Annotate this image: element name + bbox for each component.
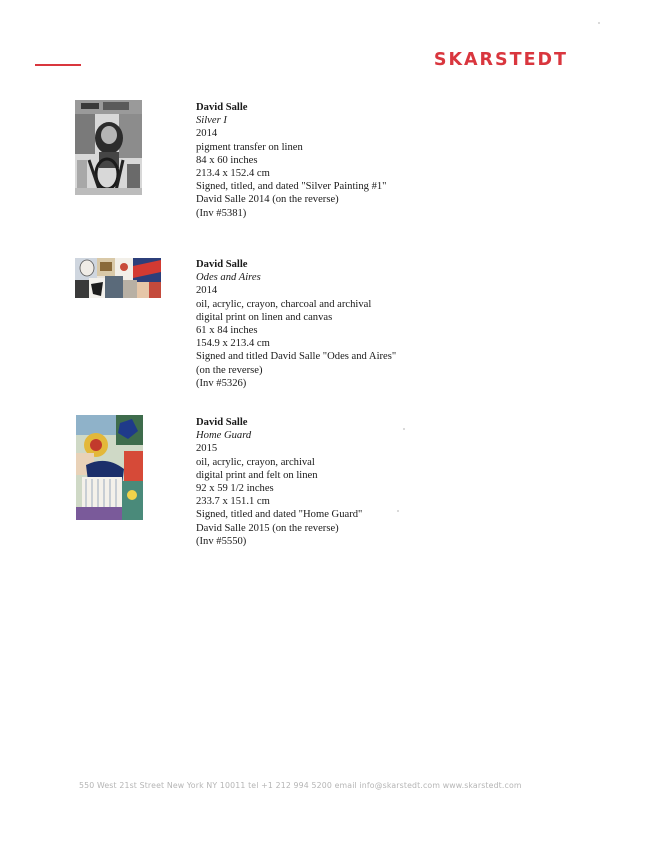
- artwork-year: 2015: [196, 443, 218, 455]
- artwork-year: 2014: [196, 128, 218, 140]
- artwork-entry-3: [196, 416, 556, 548]
- artwork-thumbnail-odes-and-aires: [75, 258, 161, 298]
- artwork-medium-cont: digital print and felt on linen: [196, 469, 318, 481]
- header-accent-rule: [35, 64, 81, 66]
- artwork-medium: oil, acrylic, crayon, charcoal and archival: [196, 298, 372, 310]
- artwork-dimensions-inches: 92 x 59 1/2 inches: [196, 483, 274, 495]
- artwork-signature: Signed, titled, and dated "Silver Painting #1": [196, 181, 387, 193]
- artwork-dimensions-cm: 233.7 x 151.1 cm: [196, 496, 270, 508]
- artwork-medium: oil, acrylic, crayon, archival: [196, 456, 315, 468]
- artwork-dimensions-cm: 154.9 x 213.4 cm: [196, 338, 270, 350]
- artwork-thumbnail-home-guard: [76, 415, 143, 520]
- artwork-title: Silver I: [196, 115, 227, 127]
- artwork-artist: David Salle: [196, 102, 248, 113]
- footer-contact: 550 West 21st Street New York NY 10011 tel +1 212 994 5200 email info@skarstedt.com www.skarstedt.com: [79, 781, 522, 790]
- artwork-artist: David Salle: [196, 259, 248, 270]
- artwork-signature: Signed, titled and dated "Home Guard": [196, 509, 363, 521]
- artwork-inventory-number: (Inv #5550): [196, 535, 247, 547]
- artwork-signature-cont: (on the reverse): [196, 364, 263, 376]
- artwork-entry-2: [196, 258, 556, 390]
- scan-speck: [403, 428, 405, 430]
- artwork-artist: David Salle: [196, 417, 248, 428]
- artwork-signature-cont: David Salle 2014 (on the reverse): [196, 194, 339, 206]
- artwork-thumbnail-silver-i: [75, 100, 142, 195]
- scan-speck: [598, 22, 600, 24]
- artwork-medium-cont: digital print on linen and canvas: [196, 311, 333, 323]
- scan-speck: [397, 510, 399, 512]
- artwork-dimensions-cm: 213.4 x 152.4 cm: [196, 168, 270, 180]
- artwork-signature: Signed and titled David Salle "Odes and Aires": [196, 351, 397, 363]
- artwork-inventory-number: (Inv #5381): [196, 207, 247, 219]
- gallery-logo: SKARSTEDT: [433, 50, 568, 70]
- artwork-inventory-number: (Inv #5326): [196, 377, 247, 389]
- artwork-medium: pigment transfer on linen: [196, 141, 303, 153]
- artwork-year: 2014: [196, 285, 218, 297]
- artwork-signature-cont: David Salle 2015 (on the reverse): [196, 522, 339, 534]
- artwork-title: Odes and Aires: [196, 272, 261, 284]
- artwork-dimensions-inches: 84 x 60 inches: [196, 154, 258, 166]
- artwork-entry-1: [196, 101, 556, 220]
- artwork-dimensions-inches: 61 x 84 inches: [196, 325, 258, 337]
- artwork-title: Home Guard: [196, 430, 252, 442]
